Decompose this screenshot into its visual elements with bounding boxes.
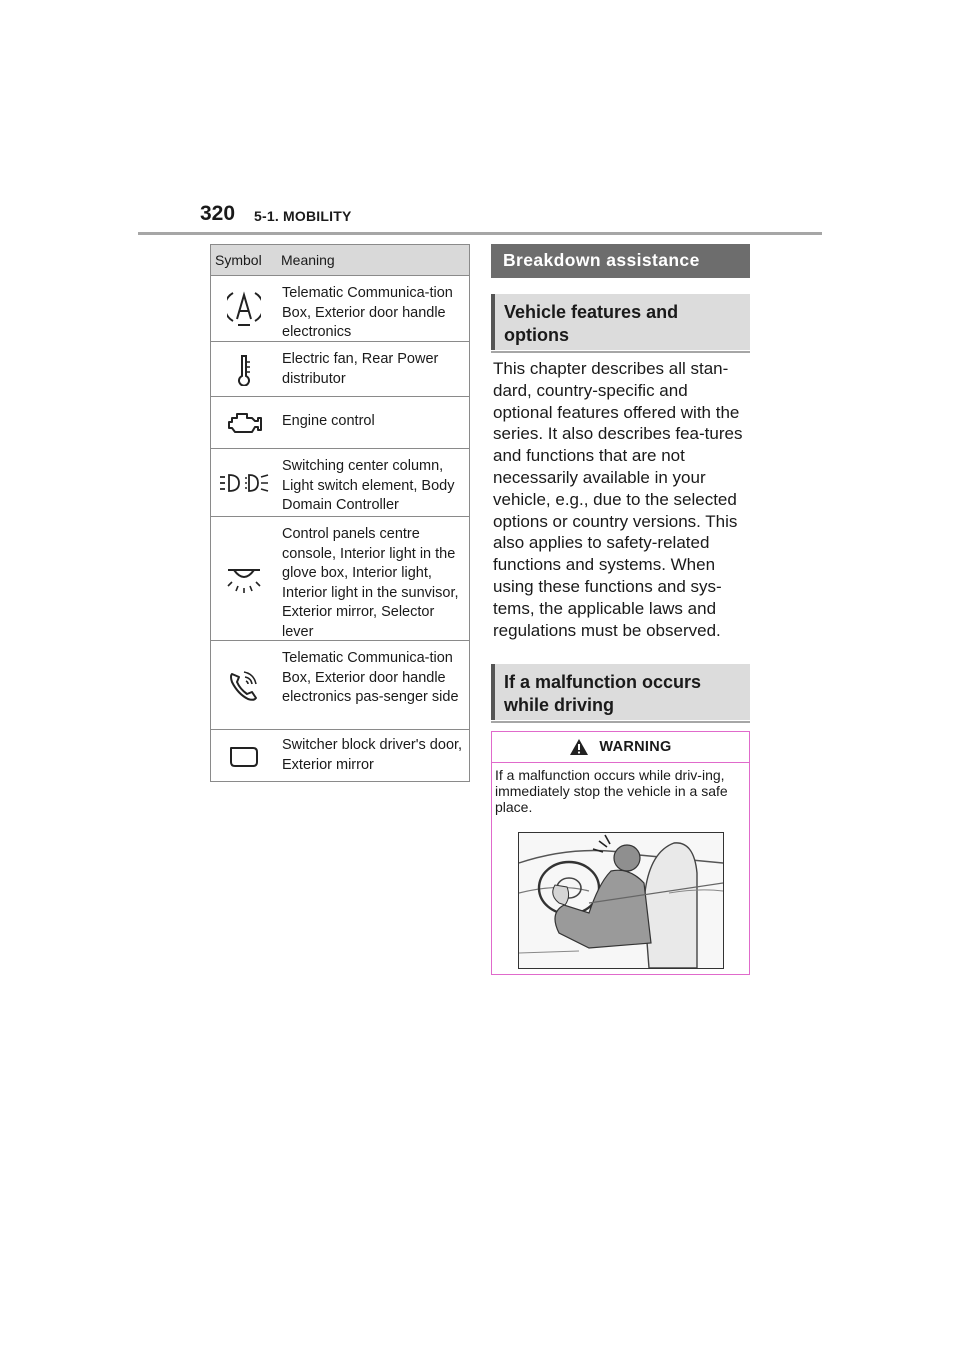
row-meaning: Electric fan, Rear Power distributor — [282, 351, 439, 387]
door-switch-icon — [227, 744, 261, 768]
malfunction-heading-text: If a malfunction occurs while driving — [504, 672, 702, 715]
table-row — [211, 641, 469, 730]
engine-icon — [225, 410, 263, 436]
breakdown-title: Breakdown assistance — [491, 244, 750, 278]
page-header — [200, 202, 820, 236]
header-rule — [138, 232, 822, 235]
section-title: 5-1. MOBILITY — [254, 208, 352, 224]
row-meaning: Switcher block driver's door, Exterior mirror — [282, 737, 463, 773]
warning-header — [492, 732, 749, 763]
table-row — [211, 276, 469, 342]
headlight-icon — [218, 471, 270, 495]
column-header-meaning: Meaning — [281, 252, 335, 268]
table-row — [211, 730, 469, 782]
table-row — [211, 342, 469, 397]
warning-text: If a malfunction occurs while driv-ing, immediately stop the vehicle in a safe place. — [495, 767, 728, 815]
features-heading-text: Vehicle features and options — [504, 302, 679, 345]
symbol-table — [210, 244, 470, 782]
warning-label: WARNING — [599, 739, 672, 755]
row-meaning: Control panels centre console, Interior light in the glove box, Interior light, Interior light in the sunvisor, Exterior mirror, Selector lever — [282, 526, 459, 640]
features-text: This chapter describes all stan-dard, country-specific and optional features offered with the series. It also describes fea-tures and functions that are not necessarily available in your vehicle, e.g., due to the selected options or country versions. This also applies to safety-related functions and systems. When using these functions and sys-tems, the applicable laws and regulations must be observed. — [493, 359, 743, 640]
page-number: 320 — [200, 202, 236, 225]
table-row — [211, 517, 469, 641]
warning-triangle-icon — [569, 738, 589, 756]
row-meaning: Telematic Communica-tion Box, Exterior door handle electronics — [282, 285, 453, 340]
features-heading — [491, 294, 750, 350]
row-meaning: Telematic Communica-tion Box, Exterior door handle electronics pas-senger side — [282, 650, 459, 705]
table-row — [211, 397, 469, 449]
driver-illustration — [518, 832, 724, 969]
row-meaning: Engine control — [282, 413, 375, 429]
table-header — [211, 245, 469, 276]
interior-light-icon — [224, 564, 264, 594]
warning-box — [491, 731, 750, 975]
table-row — [211, 449, 469, 517]
column-header-symbol: Symbol — [215, 252, 262, 268]
row-meaning: Switching center column, Light switch element, Body Domain Controller — [282, 458, 455, 513]
malfunction-heading — [491, 664, 750, 720]
driver-stopping-illustration — [519, 833, 723, 968]
thermometer-icon — [234, 352, 254, 386]
phone-icon — [226, 666, 262, 704]
telematic-a-icon — [227, 289, 261, 329]
